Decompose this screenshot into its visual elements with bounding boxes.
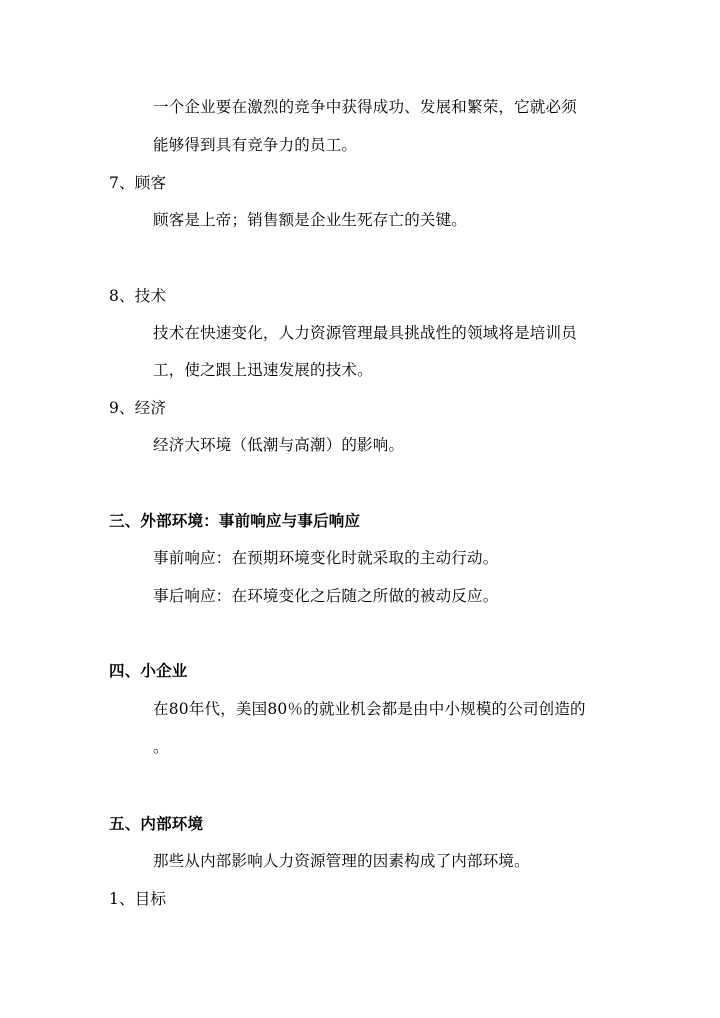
section-heading: 五、内部环境 [109,814,204,833]
paragraph-line: 事前响应：在预期环境变化时就采取的主动行动。 [153,549,499,567]
item-heading: 8、技术 [109,287,167,305]
section-heading: 三、外部环境：事前响应与事后响应 [109,511,361,530]
paragraph-line: 顾客是上帝；销售额是企业生死存亡的关键。 [153,211,468,229]
paragraph-line: 能够得到具有竞争力的员工。 [153,136,358,154]
paragraph-line: 在80年代，美国80％的就业机会都是由中小规模的公司创造的 [153,700,586,718]
item-heading: 1、目标 [109,890,167,908]
paragraph-line: 经济大环境（低潮与高潮）的影响。 [153,436,405,454]
section-heading: 四、小企业 [109,661,188,680]
paragraph-line: 事后响应：在环境变化之后随之所做的被动反应。 [153,587,499,605]
paragraph-line: 技术在快速变化，人力资源管理最具挑战性的领域将是培训员 [153,324,577,342]
item-heading: 9、经济 [109,399,167,417]
paragraph-line: 工，使之跟上迅速发展的技术。 [153,361,373,379]
paragraph-line: 。 [153,738,169,756]
item-heading: 7、顾客 [109,174,167,192]
paragraph-line: 那些从内部影响人力资源管理的因素构成了内部环境。 [153,852,530,870]
paragraph-line: 一个企业要在激烈的竞争中获得成功、发展和繁荣，它就必须 [153,98,577,116]
